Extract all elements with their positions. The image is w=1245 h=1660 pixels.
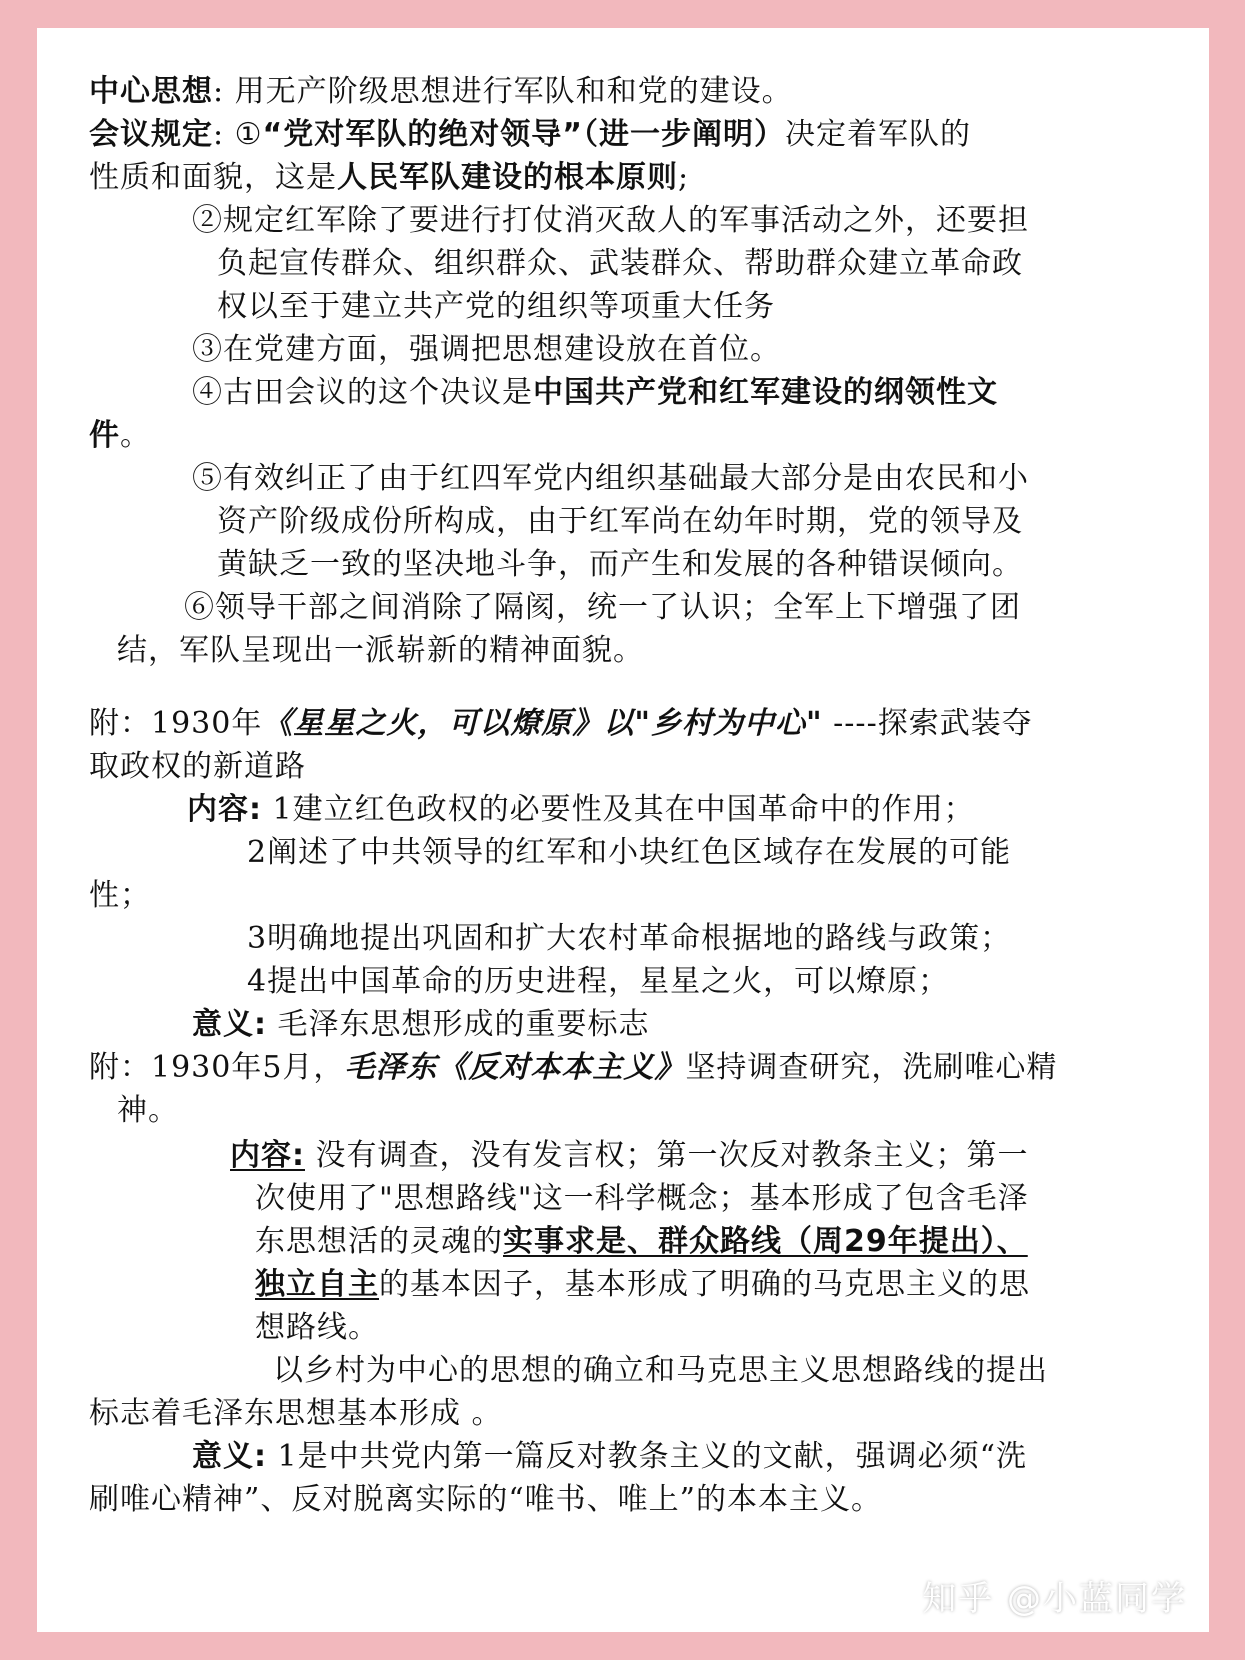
label-central-idea: 中心思想 — [89, 74, 213, 109]
line-text: 2阐述了中共领导的红军和小块红色区域存在发展的可能 — [247, 835, 1012, 870]
label-content: 内容: — [230, 1138, 305, 1173]
line-text: ⑤有效纠正了由于红四军党内组织基础最大部分是由农民和小 — [192, 461, 1029, 496]
line-central-idea: 中心思想: 用无产阶级思想进行军队和和党的建设。 — [89, 74, 793, 109]
line-text: 结，军队呈现出一派崭新的精神面貌。 — [117, 633, 644, 668]
line-text: 3明确地提出巩固和扩大农村革命根据地的路线与政策； — [247, 921, 1012, 956]
line-text: 刷唯心精神”、反对脱离实际的“唯书、唯上”的本本主义。 — [89, 1482, 883, 1517]
line-text: 4提出中国革命的历史进程，星星之火，可以燎原； — [247, 964, 950, 999]
line-text: 神。 — [117, 1093, 179, 1128]
line-text: ③在党建方面，强调把思想建设放在首位。 — [192, 332, 781, 367]
document-page — [37, 28, 1209, 1632]
line-text: 独立自主的基本因子，基本形成了明确的马克思主义的思 — [255, 1267, 1030, 1302]
label-meeting-rules: 会议规定 — [89, 117, 213, 152]
line-significance: 意义: 毛泽东思想形成的重要标志 — [192, 1007, 650, 1042]
line-text: 性质和面貌，这是人民军队建设的根本原则; — [89, 160, 690, 195]
line-text: 取政权的新道路 — [89, 749, 306, 784]
line-text: 负起宣传群众、组织群众、武装群众、帮助群众建立革命政 — [217, 246, 1023, 281]
line-meeting-rules: 会议规定: ①“党对军队的绝对领导”（进一步阐明）决定着军队的 — [89, 117, 971, 152]
line-text: 次使用了"思想路线"这一科学概念；基本形成了包含毛泽 — [255, 1181, 1029, 1216]
line-text: 性； — [89, 878, 151, 913]
line-text: 权以至于建立共产党的组织等项重大任务 — [217, 289, 775, 324]
line-text: ④古田会议的这个决议是中国共产党和红军建设的纲领性文 — [192, 375, 998, 410]
line-text: 黄缺乏一致的坚决地斗争，而产生和发展的各种错误倾向。 — [217, 547, 1023, 582]
line-text: 标志着毛泽东思想基本形成 。 — [89, 1396, 503, 1431]
line-text: 资产阶级成份所构成，由于红军尚在幼年时期，党的领导及 — [217, 504, 1023, 539]
line-content: 内容: 没有调查，没有发言权；第一次反对教条主义；第一 — [230, 1138, 1029, 1173]
line-text: ②规定红军除了要进行打仗消灭敌人的军事活动之外，还要担 — [192, 203, 1029, 238]
line-significance: 意义: 1是中共党内第一篇反对教条主义的文献，强调必须“洗 — [192, 1439, 1027, 1474]
line-text: 东思想活的灵魂的实事求是、群众路线（周29年提出）、 — [255, 1224, 1028, 1259]
line-text: ⑥领导干部之间消除了隔阂，统一了认识；全军上下增强了团 — [184, 590, 1021, 625]
line-text: 想路线。 — [255, 1310, 379, 1345]
label-content: 内容: — [187, 792, 262, 827]
line-text: 件。 — [89, 418, 151, 453]
line-text: 以乡村为中心的思想的确立和马克思主义思想路线的提出 — [273, 1353, 1048, 1388]
line-content: 内容: 1建立红色政权的必要性及其在中国革命中的作用； — [187, 792, 975, 827]
label-significance: 意义: — [192, 1439, 267, 1474]
watermark: 知乎 @小蓝同学 — [922, 1579, 1187, 1619]
label-significance: 意义: — [192, 1007, 267, 1042]
line-appendix-1930: 附：1930年《星星之火，可以燎原》以"乡村为中心" ----探索武装夺 — [89, 706, 1033, 741]
line-appendix-1930-5: 附：1930年5月，毛泽东《反对本本主义》坚持调查研究，洗刷唯心精 — [89, 1050, 1058, 1085]
